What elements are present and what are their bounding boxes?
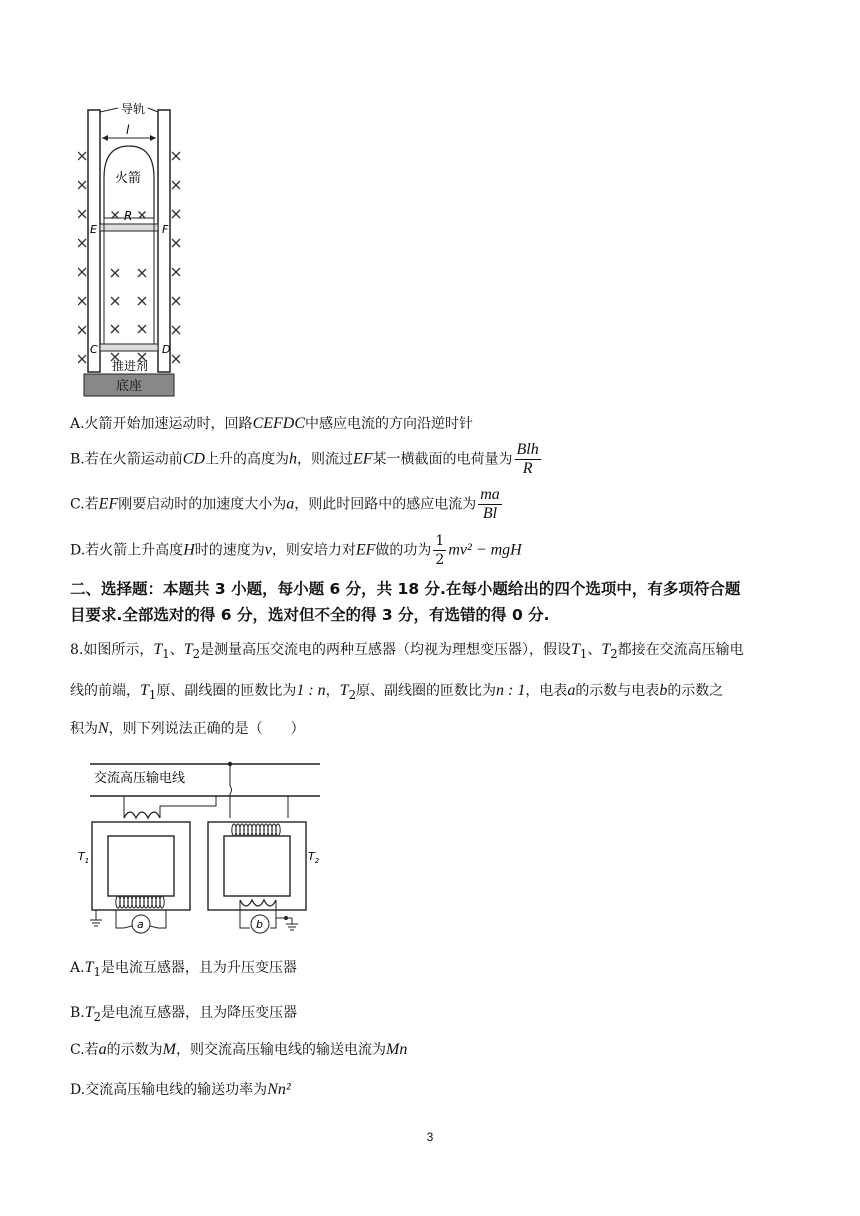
meter-a-label: a	[137, 918, 144, 931]
q7-option-d: D.若火箭上升高度H时的速度为v，则安培力对EF做的功为 $\frac{1}{2}$ mv² − mgH	[70, 533, 522, 568]
label-f: F	[162, 223, 169, 236]
base-label: 底座	[116, 379, 143, 394]
q8-stem-line3: 积为N，则下列说法正确的是（ ）	[70, 720, 305, 737]
rocket-rail-diagram	[78, 98, 186, 398]
q8-stem-line2: 线的前端，$T_1$原、副线圈的匝数比为1 : n，$T_2$原、副线圈的匝数比为n : 1，电表a的示数与电表b的示数之	[70, 682, 724, 702]
q7-option-a: A.火箭开始加速运动时，回路CEFDC中感应电流的方向沿逆时针	[70, 415, 474, 432]
page-number: 3	[426, 1130, 434, 1144]
label-c: C	[90, 343, 98, 356]
rocket-label: 火箭	[115, 171, 142, 186]
width-label: l	[126, 123, 130, 137]
meter-b-label: b	[256, 918, 263, 931]
t1-label: $T_1$	[78, 850, 90, 865]
q8-option-c: C.若a的示数为M，则交流高压输电线的输送电流为Mn	[70, 1041, 408, 1058]
section-2-heading: 二、选择题：本题共 3 小题，每小题 6 分，共 18 分.在每小题给出的四个选项中，有多项符合题 目要求.全部选对的得 6 分，选对但不全的得 3 分，有选错的得 0 分.	[70, 580, 741, 624]
q8-option-d: D.交流高压输电线的输送功率为Nn²	[70, 1081, 291, 1098]
q7-option-c: C.若EF刚要启动时的加速度大小为a，则此时回路中的感应电流为 $\frac{ma}{Bl}$	[70, 486, 500, 522]
rail-label: 导轨	[121, 102, 146, 116]
label-d: D	[162, 343, 171, 356]
transformer-diagram	[76, 756, 326, 936]
line-label: 交流高压输电线	[94, 771, 186, 786]
q7-option-b: B.若在火箭运动前CD上升的高度为h，则流过EF某一横截面的电荷量为 $\frac{\text{Blh}}{R}$	[70, 441, 539, 477]
q8-option-a: $A.T_1$是电流互感器，且为升压变压器	[70, 959, 297, 979]
q8-option-b: $B.T_2$是电流互感器，且为降压变压器	[70, 1004, 298, 1024]
propellant-label: 推进剂	[112, 359, 149, 373]
t2-label: $T_2$	[308, 850, 320, 865]
resistor-label: R	[124, 209, 133, 223]
label-e: E	[90, 223, 97, 236]
q8-stem-line1: 8.如图所示，$T_1$、$T_2$是测量高压交流电的两种互感器（均视为理想变压器），假设$T_1$、$T_2$都接在交流高压输电	[70, 641, 744, 661]
